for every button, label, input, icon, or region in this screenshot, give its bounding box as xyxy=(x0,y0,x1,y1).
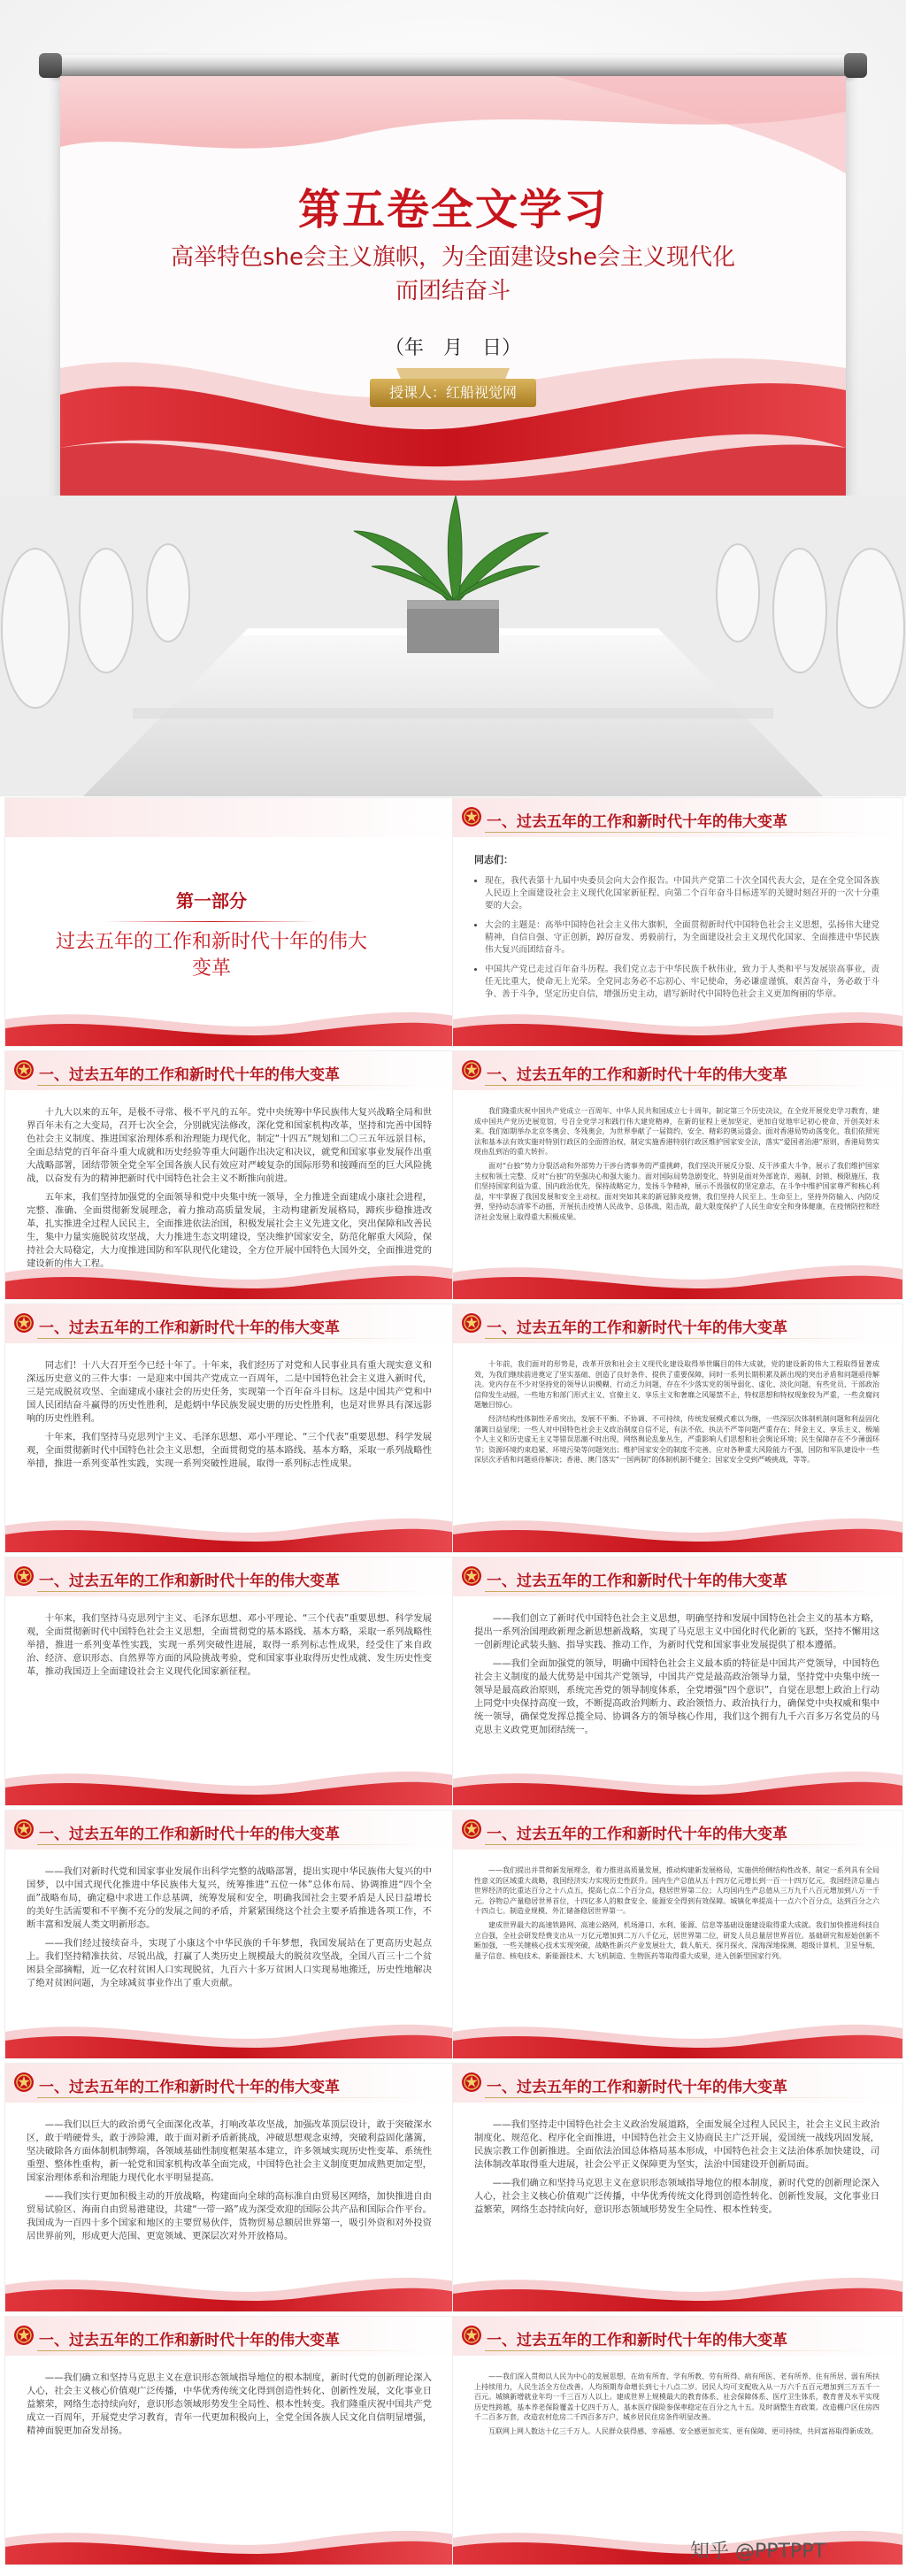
heading-underline xyxy=(485,1085,874,1086)
slide-body xyxy=(474,1612,879,1745)
slide-body xyxy=(27,1106,432,1269)
slide-body xyxy=(474,1106,879,1239)
slide-heading: 一、过去五年的工作和新时代十年的伟大变革 xyxy=(487,2079,787,2096)
slide-wave-footer xyxy=(5,2258,455,2311)
slide-wave-footer xyxy=(5,1246,455,1299)
heading-underline xyxy=(485,1338,874,1339)
cover-mockup xyxy=(0,0,906,796)
heading-underline xyxy=(485,2097,874,2098)
slide-body xyxy=(474,2372,879,2504)
heading-underline xyxy=(485,832,874,833)
bullet-list xyxy=(474,875,879,1001)
cover-title: 第五卷全文学习 xyxy=(297,185,608,235)
slide-heading: 一、过去五年的工作和新时代十年的伟大变革 xyxy=(39,1319,340,1337)
body-paragraph: ——我们确立和坚持马克思主义在意识形态领域指导地位的根本制度，新时代党的创新理论深入人心，社会主义核心价值观广泛传播，中华优秀传统文化得到创造性转化、创新性发展，文化事业日益繁荣，网络生态持续向好，意识形态领域形势发生全局性、根本性转变。 xyxy=(474,2178,879,2215)
slide-13 xyxy=(5,2317,455,2564)
body-paragraph: ——我们创立了新时代中国特色社会主义思想，明确坚持和发展中国特色社会主义的基本方略，提出一系列治国理政新理念新思想新战略，实现了马克思主义中国化时代化新的飞跃，坚持不懈用这一创新理论武装头脑、指导实践、推动工作，为新时代党和国家事业发展提供了根本遵循。 xyxy=(474,1613,879,1650)
slide-body xyxy=(474,1865,879,1998)
party-emblem-icon xyxy=(460,805,483,828)
body-paragraph: ——我们实行更加积极主动的开放战略，构建面向全球的高标准自由贸易区网络，加快推进自由贸易试验区、海南自由贸易港建设，共建“一带一路”成为深受欢迎的国际公共产品和国际合作平台。我国成为一百四十多个国家和地区的主要贸易伙伴，货物贸易总额居世界第一，吸引外资和对外投资居世界前列，形成更大范围、更宽领域、更深层次对外开放格局。 xyxy=(27,2191,432,2242)
slide-heading: 一、过去五年的工作和新时代十年的伟大变革 xyxy=(39,2332,340,2349)
slide-wave-footer xyxy=(5,993,455,1046)
slide-heading: 一、过去五年的工作和新时代十年的伟大变革 xyxy=(487,1573,787,1590)
party-emblem-icon xyxy=(12,2071,35,2094)
slide-wave-footer xyxy=(453,2005,902,2058)
bullet-item: • 大会的主题是：高举中国特色社会主义伟大旗帜，全面贯彻新时代中国特色社会主义思想，弘扬伟大建党精神，自信自强、守正创新，踔厉奋发、勇毅前行，为全面建设社会主义现代化国家、全面推进中华民族伟大复兴而团结奋斗。 xyxy=(485,919,879,957)
slide-12 xyxy=(453,2064,902,2311)
projector-cap-left xyxy=(39,53,62,78)
bullet-item: • 现在，我代表第十九届中央委员会向大会作报告。中国共产党第二十次全国代表大会，是在全党全国各族人民迈上全面建设社会主义现代化国家新征程、向第二个百年奋斗目标进军的关键时刻召开的一次十分重要的大会。 xyxy=(485,875,879,912)
heading-underline xyxy=(37,1844,426,1845)
slide-wave-footer xyxy=(453,2511,902,2564)
body-paragraph: ——我们提出并贯彻新发展理念，着力推进高质量发展，推动构建新发展格局，实施供给侧结构性改革，制定一系列具有全局性意义的区域重大战略，我国经济实力实现历史性跃升。国内生产总值从五十四万亿元增长到一百一十四万亿元，我国经济总量占世界经济的比重达百分之十八点五，提高七点二个百分点，稳居世界第二位；人均国内生产总值从三万九千八百元增加到八万一千元。谷物总产量稳居世界首位，十四亿多人的粮食安全、能源安全得到有效保障。城镇化率提高十一点六个百分点，达到百分之六十四点七。制造业规模、外汇储备稳居世界第一。 xyxy=(474,1866,879,1916)
slide-body xyxy=(474,2118,879,2251)
body-paragraph: ——我们坚持走中国特色社会主义政治发展道路，全面发展全过程人民民主，社会主义民主政治制度化、规范化、程序化全面推进，中国特色社会主义协商民主广泛开展，爱国统一战线巩固发展，民族宗教工作创新推进。全面依法治国总体格局基本形成，中国特色社会主义法治体系加快建设，司法体制改革取得重大进展，社会公平正义保障更为坚实，法治中国建设开创新局面。 xyxy=(474,2119,879,2170)
slide-8 xyxy=(453,1557,902,1805)
greeting-text: 同志们： xyxy=(474,854,513,865)
slide-body xyxy=(474,1359,879,1492)
slide-5 xyxy=(5,1304,455,1552)
slide-heading: 一、过去五年的工作和新时代十年的伟大变革 xyxy=(487,813,787,831)
heading-underline xyxy=(37,1591,426,1592)
cover-subtitle: 高举特色she会主义旗帜，为全面建设she会主义现代化而团结奋斗 xyxy=(170,244,736,304)
slide-heading: 一、过去五年的工作和新时代十年的伟大变革 xyxy=(39,1066,340,1084)
body-paragraph: 十年来，我们坚持马克思列宁主义、毛泽东思想、邓小平理论、“三个代表”重要思想、科学发展观，全面贯彻新时代中国特色社会主义思想，全面贯彻党的基本路线、基本方略，采取一系列战略性举措，推进一系列变革性实践，实现一系列突破性进展，取得一系列标志性成果，经受住了来自政治、经济、意识形态、自然界等方面的风险挑战考验，党和国家事业取得历史性成就、发生历史性变革，推动我国迈上全面建设社会主义现代化国家新征程。 xyxy=(27,1613,432,1677)
body-paragraph: 同志们！十八大召开至今已经十年了。十年来，我们经历了对党和人民事业具有重大现实意义和深远历史意义的三件大事：一是迎来中国共产党成立一百周年，二是中国特色社会主义进入新时代，三是完成脱贫攻坚、全面建成小康社会的历史任务，实现第一个百年奋斗目标。这是中国共产党和中国人民团结奋斗赢得的历史性胜利，是彪炳中华民族发展史册的历史性胜利，也是对世界具有深远影响的历史性胜利。 xyxy=(27,1360,432,1424)
slide-body xyxy=(27,1359,432,1492)
projector-cap-right xyxy=(844,53,867,78)
body-paragraph: 十年前，我们面对的形势是，改革开放和社会主义现代化建设取得举世瞩目的伟大成就，党的建设新的伟大工程取得显著成效，为我们继续前进奠定了坚实基础、创造了良好条件、提供了重要保障，同时一系列长期积累及新出现的突出矛盾和问题亟待解决。党内存在不少对坚持党的领导认识模糊、行动乏力问题，存在不少落实党的领导弱化、虚化、淡化问题，有些党员、干部政治信仰发生动摇，一些地方和部门形式主义、官僚主义、享乐主义和奢靡之风屡禁不止，特权思想和特权现象较为严重，一些贪腐问题触目惊心。 xyxy=(474,1360,879,1410)
slide-6 xyxy=(453,1304,902,1552)
slide-7 xyxy=(5,1557,455,1805)
slide-heading: 一、过去五年的工作和新时代十年的伟大变革 xyxy=(487,1066,787,1084)
party-emblem-icon xyxy=(460,1818,483,1841)
slide-10 xyxy=(453,1811,902,2058)
slide-heading: 一、过去五年的工作和新时代十年的伟大变革 xyxy=(39,1826,340,1843)
slide-body xyxy=(27,2372,432,2504)
heading-underline xyxy=(37,1338,426,1339)
slide-body xyxy=(474,853,879,999)
slide-11 xyxy=(5,2064,455,2311)
body-paragraph: ——我们以巨大的政治勇气全面深化改革，打响改革攻坚战，加强改革顶层设计，敢于突破深水区，敢于啃硬骨头，敢于涉险滩，敢于面对新矛盾新挑战，冲破思想观念束缚，突破利益固化藩篱，坚决破除各方面体制机制弊端，各领域基础性制度框架基本建立，许多领域实现历史性变革、系统性重塑、整体性重构，新一轮党和国家机构改革全面完成，中国特色社会主义制度更加成熟更加定型，国家治理体系和治理能力现代化水平明显提高。 xyxy=(27,2119,432,2183)
slide-wave-footer xyxy=(5,1499,455,1552)
cover-slide xyxy=(60,76,846,501)
heading-underline xyxy=(485,2350,874,2351)
slide-wave-footer xyxy=(453,1499,902,1552)
party-emblem-icon xyxy=(12,2324,35,2347)
slide-heading: 一、过去五年的工作和新时代十年的伟大变革 xyxy=(39,2079,340,2096)
party-emblem-icon xyxy=(460,2071,483,2094)
body-paragraph: 经济结构性体制性矛盾突出，发展不平衡、不协调、不可持续，传统发展模式难以为继，一些深层次体制机制问题和利益固化藩篱日益显现；一些人对中国特色社会主义政治制度自信不足，有法不依、执法不严等问题严重存在；拜金主义、享乐主义、极端个人主义和历史虚无主义等错误思潮不时出现，网络舆论乱象丛生，严重影响人们思想和社会舆论环境；民生保障存在不少薄弱环节；资源环境约束趋紧、环境污染等问题突出；维护国家安全的制度不完善、应对各种重大风险能力不强，国防和军队建设中一些深层次矛盾和问题亟待解决；香港、澳门落实“一国两制”的体制机制不健全；国家安全受到严峻挑战，等等。 xyxy=(474,1414,879,1465)
slide-heading: 一、过去五年的工作和新时代十年的伟大变革 xyxy=(487,1319,787,1337)
body-paragraph: 五年来，我们坚持加强党的全面领导和党中央集中统一领导，全力推进全面建成小康社会进程，完整、准确、全面贯彻新发展理念，着力推动高质量发展，主动构建新发展格局，蹄疾步稳推进改革，扎实推进全过程人民民主，全面推进依法治国，积极发展社会主义先进文化，突出保障和改善民生，集中力量实施脱贫攻坚战，大力推进生态文明建设，坚决维护国家安全，防范化解重大风险，保持社会大局稳定，大力度推进国防和军队现代化建设，全方位开展中国特色大国外交，全面推进党的建设新的伟大工程。 xyxy=(27,1192,432,1269)
body-paragraph: 十年来，我们坚持马克思列宁主义、毛泽东思想、邓小平理论、“三个代表”重要思想、科学发展观，全面贯彻新时代中国特色社会主义思想，全面贯彻党的基本路线、基本方略，采取一系列战略性举措，推进一系列变革性实践，实现一系列突破性进展，取得一系列标志性成果。 xyxy=(27,1432,432,1469)
body-paragraph: 互联网上网人数达十亿三千万人。人民群众获得感、幸福感、安全感更加充实、更有保障、更可持续，共同富裕取得新成效。 xyxy=(488,2426,878,2435)
body-paragraph: 面对“台独”势力分裂活动和外部势力干涉台湾事务的严重挑衅，我们坚决开展反分裂、反干涉重大斗争，展示了我们维护国家主权和领土完整、反对“台独”的坚强决心和强大能力。面对国际局势急剧变化，特别是面对外部讹诈、遏制、封锁、极限施压，我们坚持国家利益为重、国内政治优先，保持战略定力，发扬斗争精神，展示不畏强权的坚定意志，在斗争中维护国家尊严和核心利益，牢牢掌握了我国发展和安全主动权。面对突如其来的新冠肺炎疫情，我们坚持人民至上、生命至上，坚持外防输入、内防反弹，坚持动态清零不动摇，开展抗击疫情人民战争、总体战、阻击战，最大限度保护了人民生命安全和身体健康，在疫情防控和经济社会发展上取得重大积极成果。 xyxy=(474,1161,879,1221)
heading-underline xyxy=(485,1844,874,1845)
slide-3 xyxy=(5,1051,455,1299)
slide-wave-footer xyxy=(453,2258,902,2311)
body-paragraph: ——我们对新时代党和国家事业发展作出科学完整的战略部署，提出实现中华民族伟大复兴的中国梦，以中国式现代化推进中华民族伟大复兴，统筹推进“五位一体”总体布局、协调推进“四个全面”战略布局，确定稳中求进工作总基调，统筹发展和安全，明确我国社会主要矛盾是人民日益增长的美好生活需要和不平衡不充分的发展之间的矛盾，并紧紧围绕这个社会主要矛盾推进各项工作，不断丰富和发展人类文明新形态。 xyxy=(27,1866,432,1930)
watermark: 知乎 @PPTPPT xyxy=(690,2541,825,2563)
slide-14 xyxy=(453,2317,902,2564)
heading-underline xyxy=(37,1085,426,1086)
body-paragraph: 建成世界最大的高速铁路网、高速公路网，机场港口、水利、能源、信息等基础设施建设取得重大成就。我们加快推进科技自立自强，全社会研发经费支出从一万亿元增加到二万八千亿元，居世界第二位，研发人员总量居世界首位。基础研究和原始创新不断加强，一些关键核心技术实现突破，战略性新兴产业发展壮大，载人航天、探月探火、深海深地探测、超级计算机、卫星导航、量子信息、核电技术、新能源技术、大飞机制造、生物医药等取得重大成果，进入创新型国家行列。 xyxy=(474,1920,879,1960)
slide-wave-footer xyxy=(453,993,902,1046)
slide-1 xyxy=(5,798,455,1046)
party-emblem-icon xyxy=(12,1818,35,1841)
body-paragraph: 我们隆重庆祝中国共产党成立一百周年、中华人民共和国成立七十周年，制定第三个历史决议，在全党开展党史学习教育，建成中国共产党历史展览馆，号召全党学习和践行伟大建党精神，在新的征程上更加坚定、更加自觉地牢记初心使命、开创美好未来。我们如期举办北京冬奥会、冬残奥会，为世界奉献了一届简约、安全、精彩的奥运盛会。面对香港局势动荡变化，我们依照宪法和基本法有效实施对特别行政区的全面管治权，制定实施香港特别行政区维护国家安全法，落实“爱国者治港”原则，香港局势实现由乱到治的重大转折。 xyxy=(474,1107,879,1157)
slide-heading: 一、过去五年的工作和新时代十年的伟大变革 xyxy=(487,2332,787,2349)
slide-heading: 一、过去五年的工作和新时代十年的伟大变革 xyxy=(487,1826,787,1843)
slide-wave-footer xyxy=(5,2005,455,2058)
heading-underline xyxy=(37,2097,426,2098)
party-emblem-icon xyxy=(460,1565,483,1588)
section-title: 过去五年的工作和新时代十年的伟大变革 xyxy=(55,931,367,980)
slide-2 xyxy=(453,798,902,1046)
meeting-room-illustration xyxy=(0,496,906,796)
heading-underline xyxy=(37,2350,426,2351)
section-divider xyxy=(105,921,318,922)
section-label: 第一部分 xyxy=(176,890,247,911)
section-cover xyxy=(48,873,375,988)
body-paragraph: ——我们全面加强党的领导，明确中国特色社会主义最本质的特征是中国共产党领导，中国特色社会主义制度的最大优势是中国共产党领导，中国共产党是最高政治领导力量，坚持党中央集中统一领导是最高政治原则，系统完善党的领导制度体系，全党增强“四个意识”，自觉在思想上政治上行动上同党中央保持高度一致，不断提高政治判断力、政治领悟力、政治执行力，确保党中央权威和集中统一领导，确保党发挥总揽全局、协调各方的领导核心作用，我们这个拥有九千六百多万名党员的马克思主义政党更加团结统一。 xyxy=(474,1658,879,1735)
party-emblem-icon xyxy=(12,1565,35,1588)
slide-body xyxy=(27,1865,432,1998)
party-emblem-icon xyxy=(460,1058,483,1081)
cover-date: （年 月 日） xyxy=(384,337,521,359)
slide-wave-footer xyxy=(453,1752,902,1805)
slide-heading: 一、过去五年的工作和新时代十年的伟大变革 xyxy=(39,1573,340,1590)
slide-wave-footer xyxy=(5,1752,455,1805)
heading-underline xyxy=(485,1591,874,1592)
slide-9 xyxy=(5,1811,455,2058)
body-paragraph: ——我们确立和坚持马克思主义在意识形态领域指导地位的根本制度，新时代党的创新理论深入人心，社会主义核心价值观广泛传播，中华优秀传统文化得到创造性转化、创新性发展，文化事业日益繁荣，网络生态持续向好，意识形态领域形势发生全局性、根本性转变。我们隆重庆祝中国共产党成立一百周年，开展党史学习教育，青年一代更加积极向上，全党全国各族人民文化自信明显增强，精神面貌更加奋发昂扬。 xyxy=(27,2372,432,2436)
projector-bar xyxy=(46,55,860,76)
body-paragraph: ——我们经过接续奋斗，实现了小康这个中华民族的千年梦想，我国发展站在了更高历史起点上。我们坚持精准扶贫、尽锐出战，打赢了人类历史上规模最大的脱贫攻坚战，全国八百三十二个贫困县全部摘帽，近一亿农村贫困人口实现脱贫，九百六十多万贫困人口实现易地搬迁，历史性地解决了绝对贫困问题，为全球减贫事业作出了重大贡献。 xyxy=(27,1938,432,1988)
party-emblem-icon xyxy=(460,2324,483,2347)
bullet-item: • 中国共产党已走过百年奋斗历程。我们党立志于中华民族千秋伟业，致力于人类和平与发展崇高事业，责任无比重大，使命无上光荣。全党同志务必不忘初心、牢记使命，务必谦虚谨慎、艰苦奋斗，务必敢于斗争、善于斗争，坚定历史自信，增强历史主动，谱写新时代中国特色社会主义更加绚丽的华章。 xyxy=(485,964,879,1001)
lecturer-badge: 授课人：红船视觉网 xyxy=(370,379,536,407)
party-emblem-icon xyxy=(12,1311,35,1334)
party-emblem-icon xyxy=(12,1058,35,1081)
slide-body xyxy=(27,1612,432,1745)
slide-header-band xyxy=(5,798,455,837)
slide-body xyxy=(27,2118,432,2251)
body-paragraph: ——我们深入贯彻以人民为中心的发展思想，在幼有所育、学有所教、劳有所得、病有所医、老有所养、住有所居、弱有所扶上持续用力，人民生活全方位改善。人均预期寿命增长到七十八点二岁。居民人均可支配收入从一万六千五百元增加到三万五千一百元。城镇新增就业年均一千三百万人以上。建成世界上规模最大的教育体系、社会保障体系、医疗卫生体系，教育普及水平实现历史性跨越，基本养老保险覆盖十亿四千万人，基本医疗保险参保率稳定在百分之九十五。及时调整生育政策。改造棚户区住房四千二百多万套，改造农村危房二千四百多万户，城乡居民住房条件明显改善。 xyxy=(474,2372,879,2422)
slide-wave-footer xyxy=(5,2511,455,2564)
body-paragraph: 十九大以来的五年，是极不寻常、极不平凡的五年。党中央统筹中华民族伟大复兴战略全局和世界百年未有之大变局，召开七次全会，分别就宪法修改，深化党和国家机构改革，坚持和完善中国特色社会主义制度、推进国家治理体系和治理能力现代化，制定“十四五”规划和二〇三五年远景目标，全面总结党的百年奋斗重大成就和历史经验等重大问题作出决定和决议，就党和国家事业发展作出重大战略部署，团结带领全党全军全国各族人民有效应对严峻复杂的国际形势和接踵而至的巨大风险挑战，以奋发有为的精神把新时代中国特色社会主义不断推向前进。 xyxy=(27,1107,432,1184)
slide-4 xyxy=(453,1051,902,1299)
slide-wave-footer xyxy=(453,1246,902,1299)
party-emblem-icon xyxy=(460,1311,483,1334)
